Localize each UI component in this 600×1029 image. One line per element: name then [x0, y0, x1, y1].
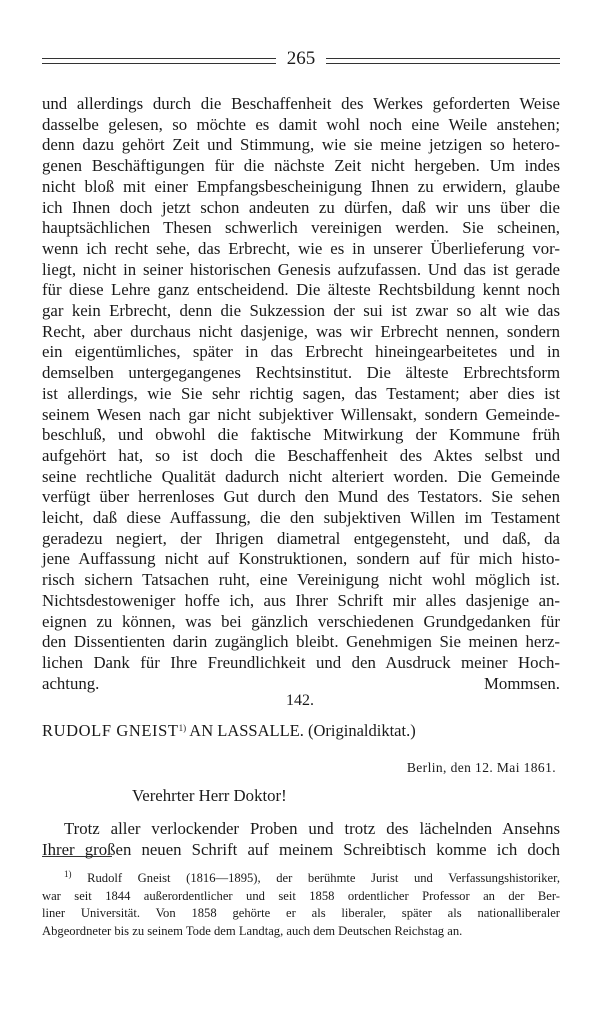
text-line: ich Ihnen doch jetzt schon andeuten zu dürfen, daß wir uns über die: [42, 197, 560, 217]
text-line: Trotz aller verlockender Proben und trotz des lächelnden Ansehns: [64, 819, 560, 838]
text-line: seinem Wesen nach gar nicht subjektiver Willensakt, sondern Gemeinde-: [42, 404, 560, 424]
text-line: denn dazu gehört Zeit und Stimmung, wie sie meine jetzigen so hetero-: [42, 135, 560, 155]
footnote-line: war seit 1844 außerordentlicher und seit 1858 ordentlicher Professor an der Ber-: [42, 888, 560, 903]
text-line: dasselbe gelesen, so möchte es damit wohl noch eine Weile anstehen;: [42, 114, 560, 134]
text-line: nicht bloß mit einer Empfangsbescheinigung Ihnen zu erwidern, glaube: [42, 176, 560, 196]
footnote-text: Rudolf Gneist (1816—1895), der berühmte Jurist und Verfassungshistoriker,: [87, 871, 560, 885]
text-line: geradezu negiert, der Ihrigen diametral entgegensteht, und daß, da: [42, 528, 560, 548]
text-line: hauptsächlichen Thesen schwerlich vereinigen werden. Sie scheinen,: [42, 218, 560, 238]
text-line: gar kein Erbrecht, denn die Sukzession der sui ist zwar so alt wie das: [42, 301, 560, 321]
footnote-line: [42, 866, 560, 888]
salutation: Verehrter Herr Doktor!: [132, 786, 287, 805]
text-line: beschluß, und obwohl die faktische Mitwirkung der Kommune früh: [42, 425, 560, 445]
page-header: [42, 48, 560, 70]
letter-heading-rest: AN LASSALLE. (Originaldiktat.): [186, 721, 416, 740]
text-line: verfügt über herrenloses Gut durch den Mund des Testators. Sie sehen: [42, 487, 560, 507]
text-line: Nichtsdestoweniger hoffe ich, aus Ihrer Schrift mir alles dasjenige an-: [42, 590, 560, 610]
letter-text: [42, 818, 560, 860]
footnote-line: liner Universität. Von 1858 gehörte er als liberaler, später als nationalliberaler: [42, 906, 560, 921]
text-line: jene Auffassung nicht auf Konstruktionen, sondern auf für mich histo-: [42, 549, 560, 569]
text-line: liegt, nicht in seiner historischen Genesis aufzufassen. Und das ist gerade: [42, 259, 560, 279]
footnote-rule: [42, 856, 112, 857]
header-rule-right: [326, 58, 560, 64]
text-line: für diese Lehre ganz entscheidend. Die älteste Rechtsbildung kennt noch: [42, 280, 560, 300]
footnote: [42, 866, 560, 940]
text-line: risch sichern Tatsachen ruht, eine Vereinigung nicht wohl möglich ist.: [42, 570, 560, 590]
text-line: den Dissentienten darin zugänglich bleibt. Genehmigen Sie meinen herz-: [42, 632, 560, 652]
text-line: Ihrer großen neuen Schrift auf meinem Schreibtisch komme ich doch: [42, 840, 560, 859]
text-line: seine rechtliche Qualität dadurch nicht alteriert worden. Die Gemeinde: [42, 466, 560, 486]
dateline: Berlin, den 12. Mai 1861.: [406, 760, 556, 775]
text-line: wenn ich recht sehe, das Erbrecht, wie es in unserer Überlieferung vor-: [42, 238, 560, 258]
text-line: ist allerdings, wie Sie sehr richtig sagen, das Testament; aber dies ist: [42, 383, 560, 403]
letter-author: RUDOLF GNEIST: [42, 721, 179, 740]
text-line: demselben untergegangenes Rechtsinstitut. Die älteste Erbrechtsform: [42, 363, 560, 383]
text-line: Recht, aber durchaus nicht dasjenige, was wir Erbrecht nennen, sondern: [42, 321, 560, 341]
text-line: leicht, daß diese Auffassung, die den subjektiven Willen im Testament: [42, 508, 560, 528]
text-line: ein eigentümliches, später in das Erbrecht hineingearbeitetes und in: [42, 342, 560, 362]
footnote-line: Abgeordneter bis zu seinem Tode dem Landtag, auch dem Deutschen Reichstag an.: [42, 923, 463, 938]
letter-number: 142.: [286, 692, 314, 709]
closing-text: achtung.: [42, 673, 100, 693]
text-line: und allerdings durch die Beschaffenheit des Werkes geforderten Weise: [42, 94, 560, 113]
footnote-number: 1): [64, 869, 72, 879]
footnote-marker: 1): [178, 723, 187, 733]
signature: Mommsen.: [484, 673, 560, 693]
letter-heading: [42, 721, 560, 741]
text-line: genen Beschäftigungen für die nächste Zeit nicht hergeben. Um indes: [42, 156, 560, 176]
text-line: eignen zu können, was bei gänzlich verschiedenen Grundgedanken für: [42, 611, 560, 631]
text-line: aufgehört hat, so ist doch die Beschaffenheit des Aktes selbst und: [42, 445, 560, 465]
text-line: lichen Dank für Ihre Freundlichkeit und den Ausdruck meiner Hoch-: [42, 652, 560, 672]
page-number: 265: [286, 48, 316, 69]
letter-body-continued: [42, 94, 560, 694]
